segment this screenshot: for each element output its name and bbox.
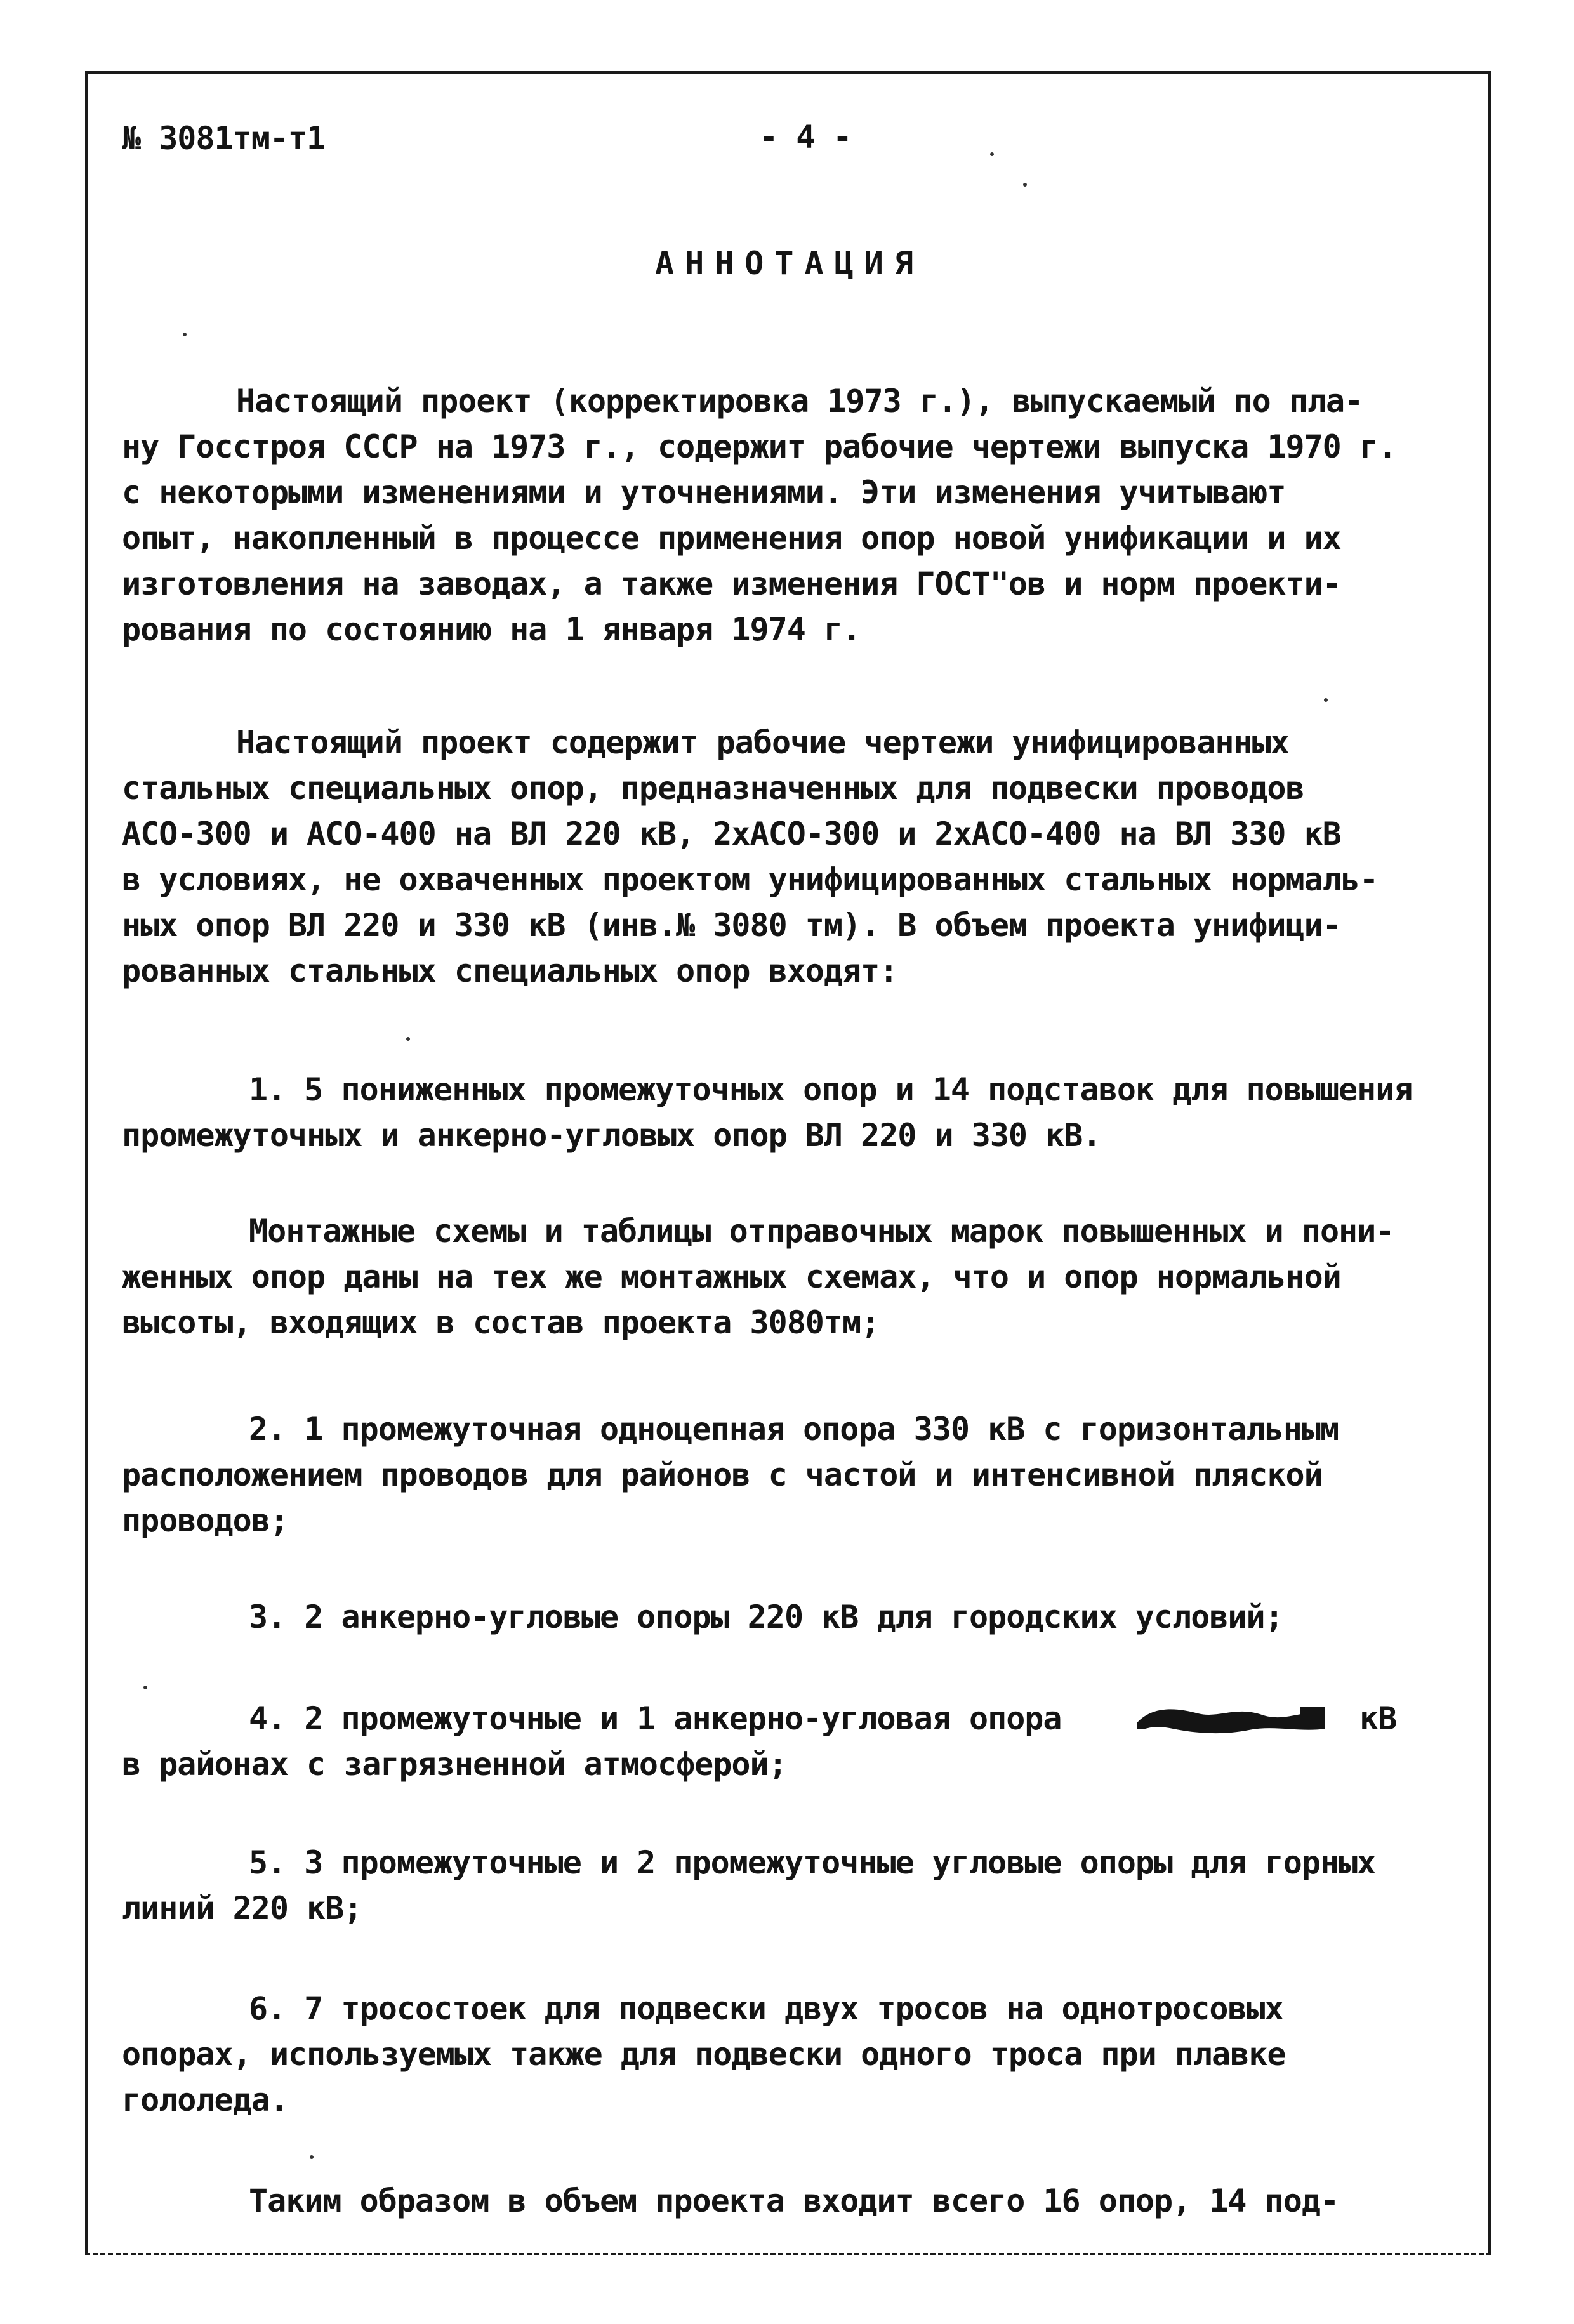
text-line: промежуточных и анкерно-угловых опор ВЛ 220 и 330 кВ. xyxy=(122,1117,1101,1154)
text-line: Таким образом в объем проекта входит всего 16 опор, 14 под- xyxy=(249,2182,1339,2219)
text-line: Монтажные схемы и таблицы отправочных марок повышенных и пони- xyxy=(249,1213,1394,1250)
list-item-3: 3. 2 анкерно-угловые опоры 220 кВ для городских условий; xyxy=(249,1599,1283,1635)
scan-speck xyxy=(1324,698,1328,702)
list-item-4: 4. 2 промежуточные и 1 анкерно-угловая опора xyxy=(249,1700,1062,1737)
text-line: расположением проводов для районов с частой и интенсивной пляской xyxy=(122,1456,1323,1493)
text-line: в районах с загрязненной атмосферой; xyxy=(122,1746,787,1783)
annotation-title: АННОТАЦИЯ xyxy=(655,245,924,282)
scan-speck xyxy=(1023,183,1027,187)
text-line: гололеда. xyxy=(122,2082,288,2118)
list-item-6: 6. 7 тросостоек для подвески двух тросов на однотросовых xyxy=(249,1990,1283,2027)
text-line: АСО-300 и АСО-400 на ВЛ 220 кВ, 2хАСО-300 и 2хАСО-400 на ВЛ 330 кВ xyxy=(122,815,1341,852)
text-line: линий 220 кВ; xyxy=(122,1890,362,1927)
page-number: - 4 - xyxy=(759,119,852,155)
list-item-2: 2. 1 промежуточная одноцепная опора 330 кВ с горизонтальным xyxy=(249,1411,1339,1448)
bottom-border xyxy=(85,2253,1491,2255)
text-line: ных опор ВЛ 220 и 330 кВ (инв.№ 3080 тм). В объем проекта унифици- xyxy=(122,907,1341,944)
scan-speck xyxy=(990,152,994,156)
list-item-5: 5. 3 промежуточные и 2 промежуточные угловые опоры для горных xyxy=(249,1844,1376,1881)
text-line: проводов; xyxy=(122,1502,288,1539)
scan-speck xyxy=(183,333,187,336)
scan-speck xyxy=(310,2155,314,2159)
text-line: рования по состоянию на 1 января 1974 г. xyxy=(122,611,861,648)
text-line: изготовления на заводах, а также изменения ГОСТ"ов и норм проекти- xyxy=(122,565,1341,602)
text-line: с некоторыми изменениями и уточнениями. Эти изменения учитывают xyxy=(122,474,1286,511)
text-line: ну Госстроя СССР на 1973 г., содержит рабочие чертежи выпуска 1970 г. xyxy=(122,428,1397,465)
text-line: Настоящий проект содержит рабочие чертежи унифицированных xyxy=(236,724,1289,761)
text-line: стальных специальных опор, предназначенных для подвески проводов xyxy=(122,770,1304,807)
text-line: рованных стальных специальных опор входят: xyxy=(122,953,898,989)
text-line: женных опор даны на тех же монтажных схемах, что и опор нормальной xyxy=(122,1258,1341,1295)
text-line: кВ xyxy=(1359,1700,1397,1737)
text-line: в условиях, не охваченных проектом унифицированных стальных нормаль- xyxy=(122,861,1378,898)
smudged-overtype xyxy=(1135,1700,1351,1738)
text-line: высоты, входящих в состав проекта 3080тм; xyxy=(122,1304,880,1341)
text-line: Настоящий проект (корректировка 1973 г.), выпускаемый по пла- xyxy=(236,383,1363,419)
scan-speck xyxy=(143,1686,147,1689)
list-item-1: 1. 5 пониженных промежуточных опор и 14 подставок для повышения xyxy=(249,1071,1413,1108)
text-line: опорах, используемых также для подвески одного троса при плавке xyxy=(122,2036,1286,2073)
text-line: опыт, накопленный в процессе применения опор новой унификации и их xyxy=(122,520,1341,557)
scan-speck xyxy=(406,1037,410,1041)
document-number: № 3081тм-т1 xyxy=(122,120,326,157)
